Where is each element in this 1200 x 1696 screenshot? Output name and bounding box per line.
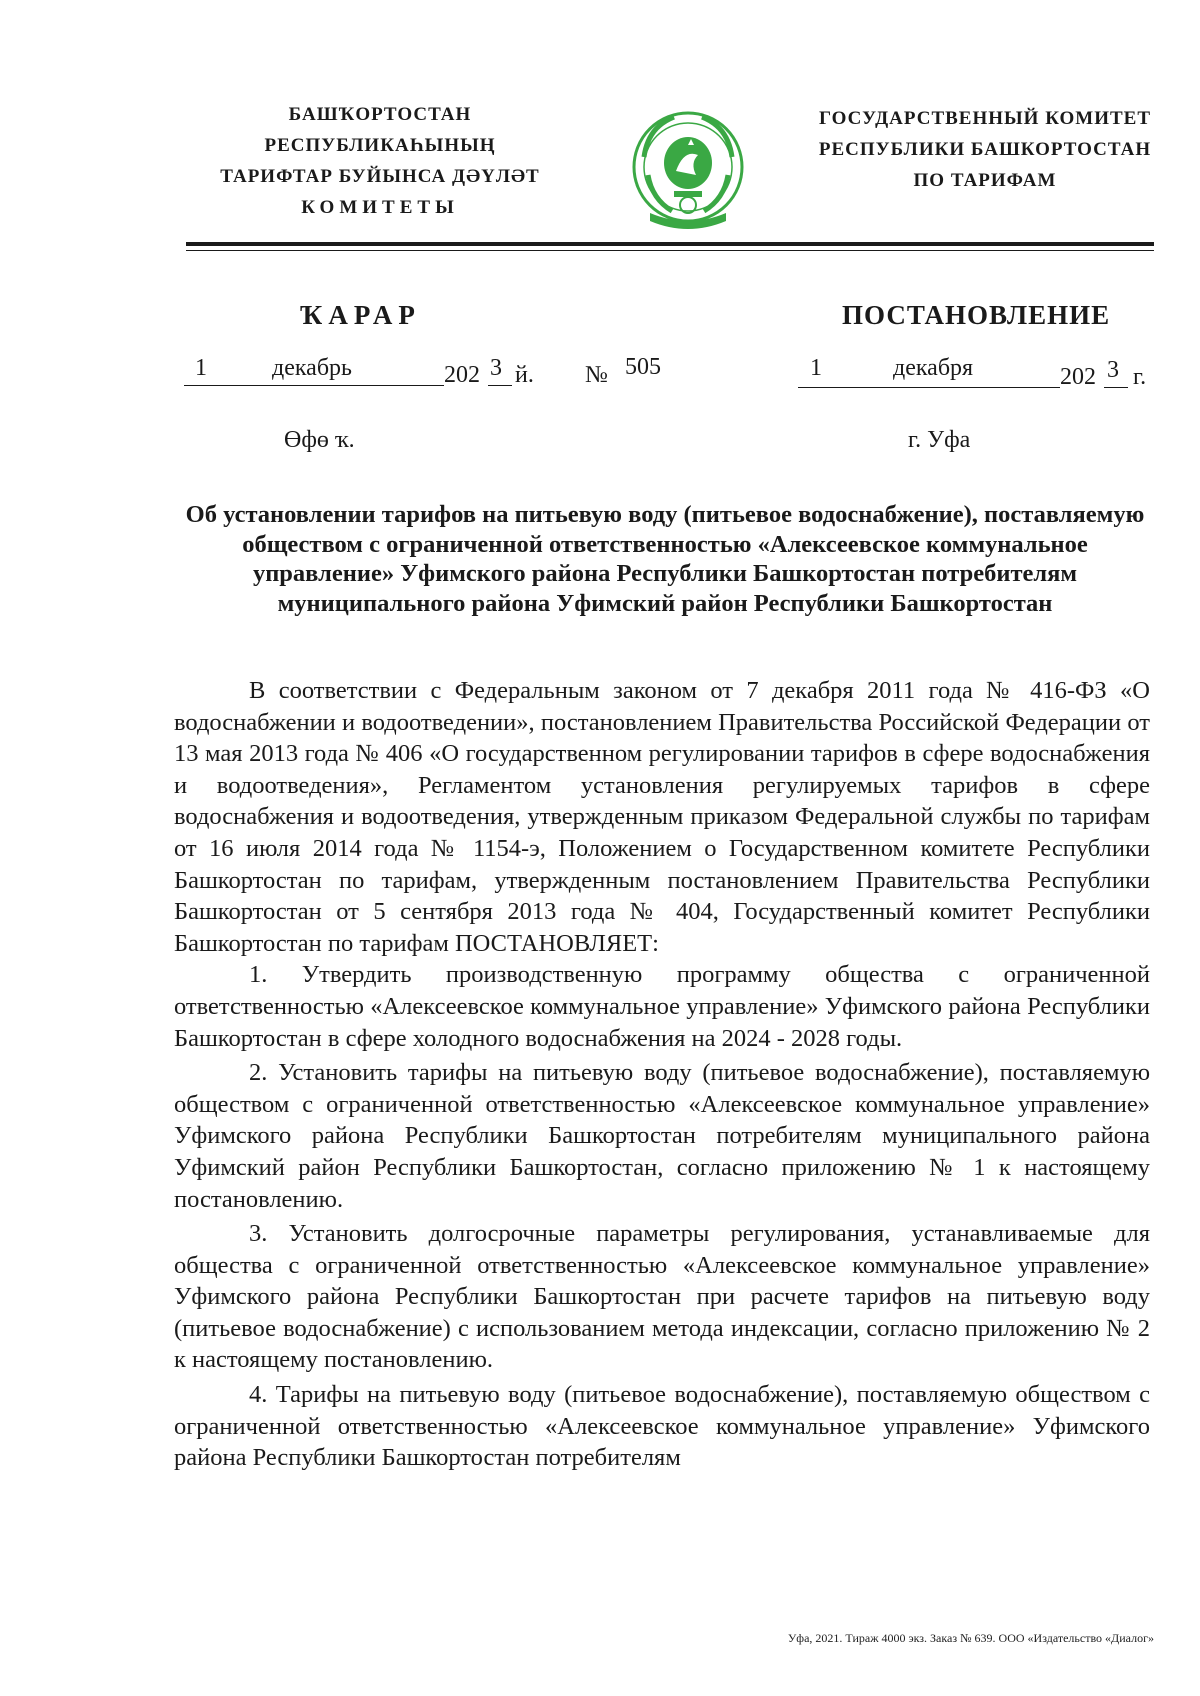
left-year-underline [488, 385, 512, 386]
act-number-label: № [585, 362, 608, 388]
place-bashkir: Өфө ҡ. [284, 427, 355, 453]
left-date-month: декабрь [272, 355, 352, 381]
issuer-bashkir-line-1: БАШҠОРТОСТАН РЕСПУБЛИКАҺЫНЫҢ [264, 104, 496, 156]
act-number: 505 [625, 354, 661, 380]
item-paragraph-2: 2. Установить тарифы на питьевую воду (питьевое водоснабжение), поставляемую обществом с ограниченной ответственностью «Алексеевское коммунальное управление» Уфимского района Республики Башкортостан потребителям муниципального района Уфимский район Республики Башкортостан, согласно приложению № 1 к настоящему постановлению. [174, 1059, 1150, 1213]
header-divider-thin [186, 250, 1154, 251]
act-kind-bashkir: ҠАРАР [300, 300, 421, 330]
item-paragraph-3: 3. Установить долгосрочные параметры регулирования, устанавливаемые для общества с ограниченной ответственностью «Алексеевское коммунальное управление» Уфимского района Республики Башкортостан при расчете тарифов на питьевую воду (питьевое водоснабжение) с использованием метода индексации, согласно приложению № 2 к настоящему постановлению. [174, 1220, 1150, 1374]
item-paragraph-1: 1. Утвердить производственную программу общества с ограниченной ответственностью «Алексеевское коммунальное управление» Уфимского района Республики Башкортостан в сфере холодного водоснабжения на 2024 - 2028 годы. [174, 961, 1150, 1052]
right-date-year-digit: 3 [1107, 357, 1119, 383]
left-date-year-prefix: 202 [444, 362, 480, 388]
document-body [174, 675, 1150, 1474]
print-imprint: Уфа, 2021. Тираж 4000 экз. Заказ № 639. ООО «Издательство «Диалог» [787, 1631, 1154, 1645]
issuer-name-russian [795, 103, 1175, 196]
left-date-underline [184, 385, 444, 386]
right-date-year-suffix: г. [1133, 364, 1147, 390]
act-kind-russian: ПОСТАНОВЛЕНИЕ [842, 300, 1111, 330]
item-paragraph-4: 4. Тарифы на питьевую воду (питьевое водоснабжение), поставляемую обществом с ограниченной ответственностью «Алексеевское коммунальное управление» Уфимского района Республики Башкортостан потребителям [174, 1381, 1150, 1472]
left-date-day: 1 [195, 355, 207, 381]
header-divider-thick [186, 242, 1154, 246]
right-date-month: декабря [893, 355, 974, 381]
right-date-underline [798, 387, 1060, 388]
place-russian: г. Уфа [908, 427, 971, 453]
issuer-name-bashkir [175, 99, 585, 223]
bashkortostan-emblem-icon [628, 105, 748, 235]
right-year-underline [1104, 387, 1128, 388]
right-date-year-prefix: 202 [1060, 364, 1096, 390]
issuer-russian-line-2: РЕСПУБЛИКИ БАШКОРТОСТАН [818, 139, 1152, 160]
issuer-bashkir-line-2: ТАРИФТАР БУЙЫНСА ДӘҮЛӘТ [220, 166, 540, 187]
document-title: Об установлении тарифов на питьевую воду (питьевое водоснабжение), поставляемую обществом с ограниченной ответственностью «Алексеевское коммунальное управление» Уфимского района Республики Башкортостан потребителям муниципального района Уфимский район Республики Башкортостан [185, 501, 1145, 617]
preamble-paragraph: В соответствии с Федеральным законом от 7 декабря 2011 года № 416-ФЗ «О водоснабжении и водоотведении», постановлением Правительства Российской Федерации от 13 мая 2013 года № 406 «О государственном регулировании тарифов в сфере водоснабжения и водоотведения», Регламентом установления регулируемых тарифов в сфере водоснабжения и водоотведения, утвержденным приказом Федеральной службы по тарифам от 16 июля 2014 года № 1154-э, Положением о Государственном комитете Республики Башкортостан по тарифам, утвержденным постановлением Правительства Республики Башкортостан от 5 сентября 2013 года № 404, Государственный комитет Республики Башкортостан по тарифам ПОСТАНОВЛЯЕТ: [174, 677, 1150, 957]
issuer-russian-line-3: ПО ТАРИФАМ [913, 170, 1057, 191]
left-date-year-digit: 3 [490, 355, 502, 381]
left-date-year-suffix: й. [515, 362, 534, 388]
right-date-day: 1 [810, 355, 822, 381]
issuer-bashkir-line-3: КОМИТЕТЫ [301, 197, 459, 218]
issuer-russian-line-1: ГОСУДАРСТВЕННЫЙ КОМИТЕТ [818, 108, 1152, 129]
